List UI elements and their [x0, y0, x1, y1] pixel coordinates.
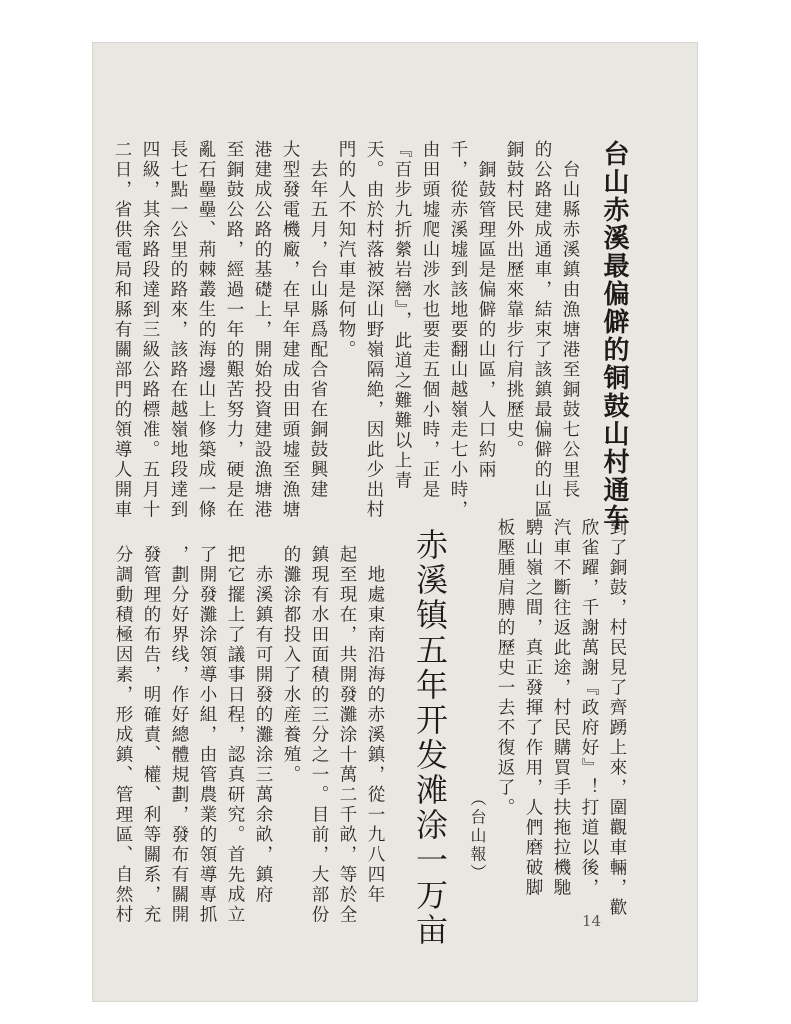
article1-col: 天。由於村落被深山野嶺隔絶，因此少出村	[364, 140, 384, 520]
article1-col: 的公路建成通車，結束了該鎮最偏僻的山區	[532, 140, 552, 520]
article1-col: 去年五月，台山縣爲配合省在銅鼓興建	[308, 160, 328, 500]
article1-col: 銅鼓村民外出歷來靠步行肩挑歷史。	[504, 140, 524, 460]
article1-col: 千，從赤溪墟到該地要翻山越嶺走七小時，	[448, 140, 468, 520]
page-number: 14	[582, 912, 602, 930]
article2-col: 鎮現有水田面積的三分之一。目前，大部份	[309, 545, 329, 925]
article1-col: 騁山嶺之間，真正發揮了作用，人們磨破脚	[523, 518, 543, 898]
article1-col: 『百步九折縈岩巒』，此道之難難以上青	[392, 140, 412, 492]
article2-col: 起至現在，共開發灘涂十萬二千畝，等於全	[337, 545, 357, 925]
article1-col: 到了銅鼓，村民見了齊踴上來，圍觀車輛，歡	[607, 518, 627, 918]
article2-col: 地處東南沿海的赤溪鎮，從一九八四年	[365, 565, 385, 905]
article2-col: 把它擺上了議事日程，認真研究。首先成立	[225, 545, 245, 925]
article2-col: 發管理的布告，明確責、權、利等關系，充	[141, 545, 161, 925]
article1-col: 長七點一公里的路來，該路在越嶺地段達到	[168, 140, 188, 520]
article2-col: 分調動積極因素，形成鎮、管理區、自然村	[113, 545, 133, 925]
article1-col: 二日，省供電局和縣有關部門的領導人開車	[112, 140, 132, 520]
article1-col: 港建成公路的基礎上，開始投資建設漁塘港	[252, 140, 272, 520]
article1-col: 由田頭墟爬山涉水也要走五個小時，正是	[420, 140, 440, 500]
article1-col: 汽車不斷往返此途，村民購買手扶拖拉機馳	[551, 518, 571, 898]
article1-col: 門的人不知汽車是何物。	[336, 140, 356, 360]
article1-col: 大型發電機廠，在早年建成由田頭墟至漁塘	[280, 140, 300, 520]
article2-col: 赤溪鎮有可開發的灘涂三萬余畝，鎮府	[253, 565, 273, 905]
article1-col: 台山縣赤溪鎮由漁塘港至銅鼓七公里長	[560, 160, 580, 500]
article1-col: 至銅鼓公路，經過一年的艱苦努力，硬是在	[224, 140, 244, 520]
article1-source: （台山報）	[468, 790, 487, 883]
article1-col: 四級，其余路段達到三級公路標准。五月十	[140, 140, 160, 520]
article2-col: 了開發灘涂領導小組，由管農業的領導專抓	[197, 545, 217, 925]
article1-col: 亂石壘壘、荊棘叢生的海邊山上修築成一條	[196, 140, 216, 520]
article2-col: ，劃分好界线，作好總體規劃，發布有關開	[169, 545, 189, 925]
article1-title: 台山赤溪最偏僻的铜鼓山村通车	[599, 140, 629, 532]
article1-col: 欣雀躍，千謝萬謝『政府好』！打道以後，	[579, 518, 599, 898]
article2-title: 赤溪镇五年开发滩涂一万亩	[411, 528, 449, 948]
article2-col: 的灘涂都投入了水産養殖。	[281, 545, 301, 785]
article1-col: 銅鼓管理區是偏僻的山區，人口約兩	[476, 160, 496, 480]
article1-col: 板壓腫肩膊的歷史一去不復返了。	[495, 518, 515, 818]
